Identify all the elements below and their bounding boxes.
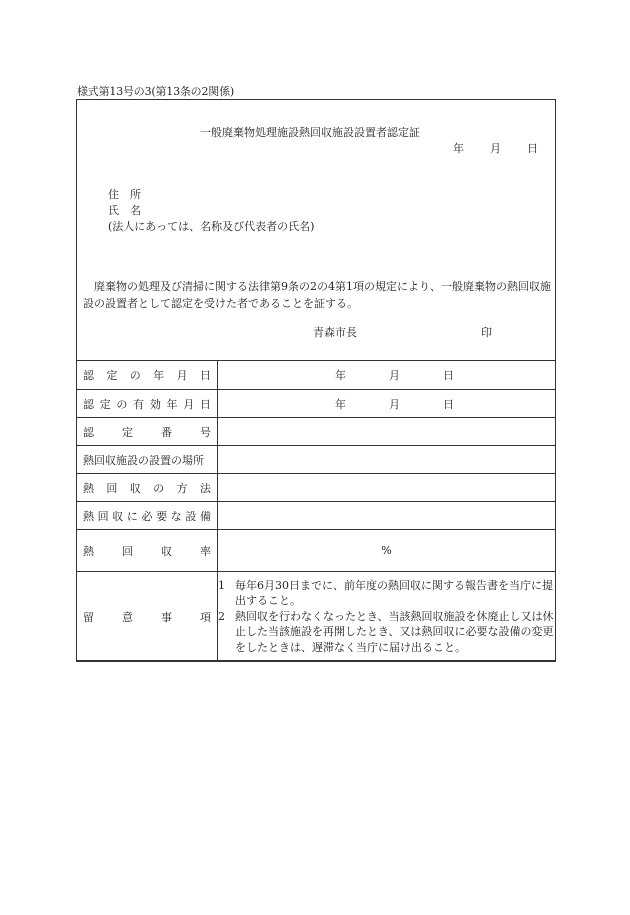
month-unit: 月: [389, 369, 400, 382]
label-char: 効: [149, 397, 161, 411]
issue-date: [453, 140, 538, 156]
label-char: 必: [141, 509, 153, 523]
percent-unit: %: [381, 544, 392, 557]
label-char: 熱: [83, 481, 94, 495]
label-char: 月: [183, 397, 195, 411]
label-char: の: [129, 369, 141, 382]
label-char: 認: [83, 397, 94, 411]
issue-day: 日: [527, 142, 538, 155]
table-row: [77, 418, 556, 446]
label-char: 定: [122, 425, 133, 439]
spread-label: [83, 543, 211, 559]
table-row: [77, 390, 556, 418]
details-table: [76, 360, 556, 662]
form-reference: 様式第13号の3(第13条の2関係): [77, 85, 234, 98]
label-char: な: [170, 509, 182, 523]
label-char: 定: [106, 369, 118, 382]
label-char: 熱: [83, 544, 94, 558]
mayor-title: 青森市長: [313, 326, 357, 339]
location-value: [218, 446, 556, 474]
spread-label: [83, 508, 211, 524]
valid-date-label: [77, 390, 218, 418]
seal-mark: 印: [481, 326, 492, 339]
valid-date-value: [218, 390, 556, 418]
label-char: 収: [112, 509, 124, 523]
label-char: 認: [83, 369, 94, 382]
year-unit: 年: [335, 397, 346, 411]
label-char: に: [126, 509, 138, 523]
equipment-label: [77, 502, 218, 530]
label-char: 号: [200, 425, 211, 439]
label-char: 項: [200, 610, 211, 624]
certificate-title: 一般廃棄物処理施設熱回収施設設置者認定証: [200, 126, 420, 139]
corporation-note: (法人にあっては、名称及び代表者の氏名): [108, 220, 315, 233]
year-unit: 年: [335, 369, 346, 382]
label-char: 回: [122, 544, 133, 558]
label-char: 回: [97, 509, 109, 523]
label-char: 年: [166, 397, 178, 411]
day-unit: 日: [443, 369, 454, 382]
name-label: 氏 名: [108, 204, 141, 217]
day-unit: 日: [443, 397, 454, 411]
note-item: [218, 578, 555, 609]
ymd-fields: [218, 367, 555, 383]
method-label: [77, 474, 218, 502]
table-row: [77, 502, 556, 530]
spread-label: [83, 424, 211, 440]
label-char: の: [153, 481, 165, 495]
label-char: 事: [161, 610, 172, 624]
label-char: 回: [106, 481, 118, 495]
label-char: 番: [161, 425, 172, 439]
ymd-fields: [218, 396, 555, 412]
table-row: [77, 361, 556, 390]
spread-label: [83, 367, 211, 383]
location-label: [77, 446, 218, 474]
table-row: [77, 474, 556, 502]
label-char: 収: [129, 481, 141, 495]
cert-number-value: [218, 418, 556, 446]
label-char: 設: [185, 509, 197, 523]
equipment-value: [218, 502, 556, 530]
label-char: 年: [153, 369, 165, 382]
label-char: 有: [133, 397, 145, 411]
notes-label: [77, 572, 218, 662]
method-value: [218, 474, 556, 502]
cert-date-label: [77, 361, 218, 390]
label-char: 月: [176, 369, 188, 382]
label-char: 認: [83, 425, 94, 439]
certification-statement: 廃棄物の処理及び清掃に関する法律第9条の2の4第1項の規定により、一般廃棄物の熱回収施設の設置者として認定を受けた者であることを証する。: [83, 280, 551, 310]
table-row: [77, 446, 556, 474]
month-unit: 月: [389, 397, 400, 411]
note-text: 熱回収を行わなくなったとき、当該熱回収施設を休廃止し又は休止した当該施設を再開したとき、又は熱回収に必要な設備の変更をしたときは、遅滞なく当庁に届け出ること。: [235, 609, 554, 654]
note-text: 毎年6月30日までに、前年度の熱回収に関する報告書を当庁に提出すること。: [235, 578, 553, 608]
label-char: の: [116, 397, 128, 411]
spread-label: [83, 609, 211, 625]
location-label-text: 熱回収施設の設置の場所: [83, 453, 204, 467]
label-char: 収: [161, 544, 172, 558]
cert-number-label: [77, 418, 218, 446]
cert-date-value: [218, 361, 556, 390]
label-char: 方: [176, 481, 188, 495]
label-char: 日: [199, 369, 211, 382]
issue-month: 月: [490, 142, 501, 155]
rate-value: [218, 530, 556, 572]
label-char: 熱: [83, 509, 94, 523]
note-number: 1: [218, 578, 225, 592]
spread-label: [83, 396, 211, 412]
note-number: 2: [218, 609, 225, 623]
note-item: [218, 609, 555, 656]
rate-label: [77, 530, 218, 572]
address-label: 住 所: [108, 188, 141, 201]
label-char: 留: [83, 610, 94, 624]
spread-label: [83, 480, 211, 496]
label-char: 要: [156, 509, 168, 523]
label-char: 日: [199, 397, 211, 411]
label-char: 備: [200, 509, 211, 523]
table-row: [77, 530, 556, 572]
label-char: 率: [200, 544, 211, 558]
notes-content: [218, 572, 556, 662]
label-char: 定: [99, 397, 111, 411]
issue-year: 年: [453, 142, 464, 155]
table-row: [77, 572, 556, 662]
label-char: 意: [122, 610, 133, 624]
label-char: 法: [199, 481, 211, 495]
